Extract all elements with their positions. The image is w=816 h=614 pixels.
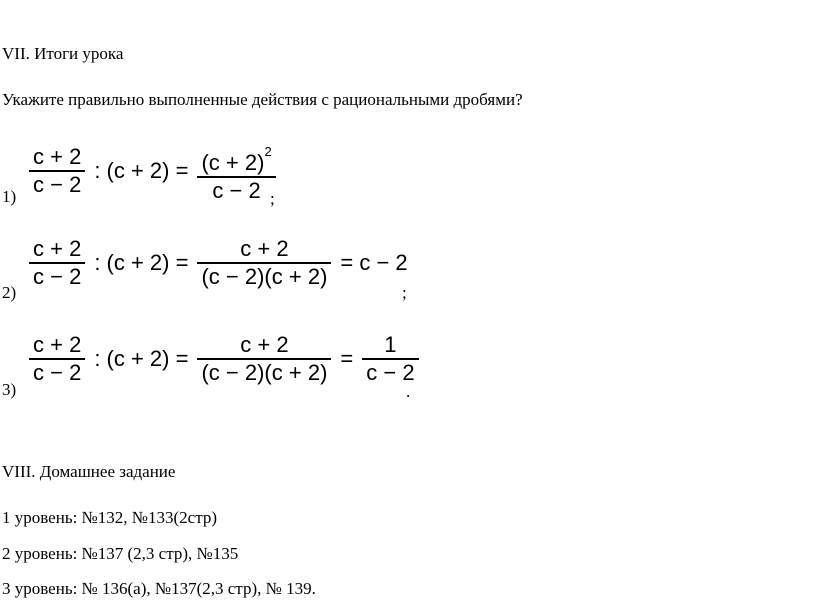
- item-3-punct: .: [406, 382, 411, 401]
- item-1-label: 1): [2, 187, 17, 206]
- section-7-title: VII. Итоги урока: [2, 44, 124, 63]
- item-3-label: 3): [2, 380, 17, 399]
- equation-1: [26, 142, 279, 203]
- equation-3-result-fraction: [362, 332, 418, 386]
- homework-level-2: 2 уровень: №137 (2,3 стр), №135: [2, 544, 239, 563]
- equation-2-right-fraction: [197, 236, 331, 290]
- equation-2-left-fraction: [29, 236, 85, 290]
- numerator: 1: [384, 332, 397, 357]
- item-1-punct: ;: [270, 189, 275, 208]
- numerator: c + 2: [33, 332, 82, 357]
- divide-expression: : (c + 2) =: [94, 158, 189, 183]
- question-text: Укажите правильно выполненные действия с рациональными дробями?: [2, 90, 523, 109]
- numerator: c + 2: [240, 332, 289, 357]
- section-8-title: VIII. Домашнее задание: [2, 462, 176, 481]
- denominator: (c − 2)(c + 2): [201, 264, 328, 289]
- result-expression: = c − 2: [340, 250, 408, 275]
- numerator: c + 2: [240, 236, 289, 261]
- homework-level-3: 3 уровень: № 136(а), №137(2,3 стр), № 139.: [2, 579, 316, 598]
- denominator: c − 2: [33, 264, 82, 289]
- denominator: c − 2: [33, 172, 82, 197]
- equals-sign: =: [340, 346, 354, 371]
- denominator: c − 2: [33, 360, 82, 385]
- numerator: c + 2: [33, 236, 82, 261]
- equation-2: [26, 232, 414, 294]
- divide-expression: : (c + 2) =: [94, 346, 189, 371]
- denominator: (c − 2)(c + 2): [201, 360, 328, 385]
- homework-level-1: 1 уровень: №132, №133(2стр): [2, 508, 217, 527]
- divide-expression: : (c + 2) =: [94, 250, 189, 275]
- equation-3-left-fraction: [29, 332, 85, 386]
- numerator: c + 2: [33, 144, 82, 169]
- item-2-label: 2): [2, 283, 17, 302]
- denominator: c − 2: [212, 177, 261, 203]
- equation-1-right-fraction: [197, 139, 275, 204]
- equation-1-left-fraction: [29, 144, 85, 198]
- equation-3-middle-fraction: [197, 332, 331, 386]
- item-2-punct: ;: [402, 283, 407, 302]
- equation-3: [26, 328, 422, 390]
- denominator: c − 2: [366, 360, 415, 385]
- numerator: $(c + 2)^2$: [201, 143, 272, 175]
